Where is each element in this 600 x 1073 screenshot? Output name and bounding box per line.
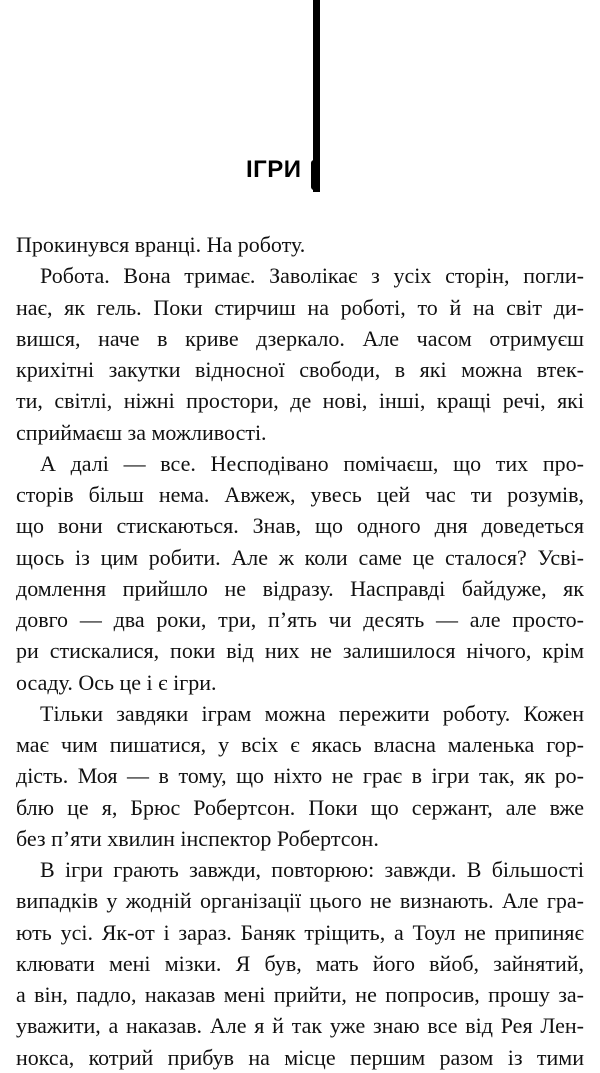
chapter-title: ІГРИ: [246, 156, 302, 183]
text-line: Прокинувся вранці. На роботу.: [16, 232, 306, 257]
text-line: довго — два роки, три, п’ять чи десять — але просто-: [16, 607, 584, 632]
chapter-vertical-rule: [313, 0, 320, 192]
text-line: сторів більш нема. Авжеж, увесь цей час ти розумів,: [16, 482, 584, 507]
text-line: нає, як гель. Поки стирчиш на роботі, то й на світ ди-: [16, 294, 584, 320]
text-line: осаду. Ось це і є ігри.: [16, 669, 217, 695]
text-line: дість. Моя — в тому, що ніхто не грає в ігри так, як ро-: [16, 763, 584, 789]
chapter-body: [16, 229, 584, 1073]
text-line: Тільки завдяки іграм можна пережити роботу. Кожен: [40, 700, 584, 726]
text-line: крихітні закутки відносної свободи, в які можна втек-: [16, 357, 584, 382]
text-line: випадків у жодній організації цього не визнають. Але гра-: [16, 888, 584, 914]
text-line: щось із цим робити. Але ж коли саме це сталося? Усві-: [16, 544, 584, 570]
text-line: а він, падло, наказав мені прийти, не попросив, прошу за-: [16, 982, 584, 1007]
text-line: що вони стискаються. Знав, що одного дня доведеться: [16, 513, 584, 539]
text-line: нокса, котрий прибув на місце першим разом із тими: [16, 1044, 584, 1070]
text-line: Робота. Вона тримає. Заволікає з усіх сторін, погли-: [40, 263, 584, 289]
text-line: клювати мені мізки. Я був, мать його вйоб, зайнятий,: [16, 950, 584, 976]
text-line: без п’яти хвилин інспектор Робертсон.: [16, 825, 379, 851]
text-line: уважити, а наказав. Але я й так уже знаю все від Рея Лен-: [16, 1013, 584, 1039]
text-line: ють усі. Як-от і зараз. Баняк тріщить, а Тоул не припиняє: [16, 919, 584, 945]
text-line: має чим пишатися, у всіх є якась власна маленька гор-: [16, 732, 584, 757]
text-line: домлення прийшло не відразу. Насправді байдуже, як: [16, 575, 584, 601]
text-line: вишся, наче в криве дзеркало. Але часом отримуєш: [16, 325, 584, 351]
text-line: ри стискалися, поки від них не залишилося нічого, крім: [16, 638, 584, 664]
text-line: блю це я, Брюс Робертсон. Поки що сержант, але вже: [16, 794, 584, 820]
text-line: А далі — все. Несподівано помічаєш, що тих про-: [40, 450, 584, 476]
text-line: ти, світлі, ніжні простори, де нові, інші, кращі речі, які: [16, 388, 584, 414]
text-line: В ігри грають завжди, повторюю: завжди. В більшості: [40, 857, 584, 882]
text-line: сприймаєш за можливості.: [16, 419, 267, 445]
